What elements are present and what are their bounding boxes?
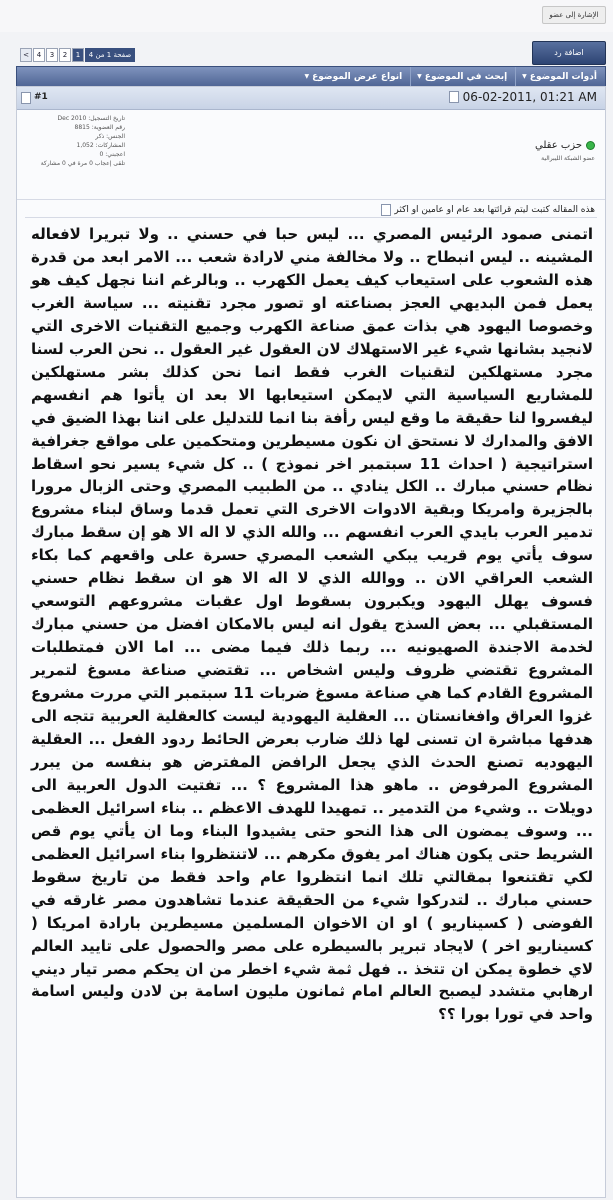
pagination <box>20 48 136 62</box>
post-title-text: هذه المقاله كتبت ليتم قرائتها بعد عام او عامين او اكثر <box>394 205 595 215</box>
search-thread-label: إبحث في الموضوع <box>424 72 508 82</box>
chevron-down-icon: ▼ <box>304 73 310 80</box>
reply-button[interactable]: اضافة رد <box>532 41 606 65</box>
post-number-text: #1 <box>34 92 48 102</box>
divider <box>17 199 605 200</box>
post-icon <box>449 91 459 103</box>
user-title: عضو الشبكة الليبرالية <box>541 155 595 162</box>
pager-page-4[interactable]: 4 <box>33 48 45 62</box>
search-thread-menu[interactable] <box>410 67 515 87</box>
chevron-down-icon: ▼ <box>417 73 422 80</box>
divider <box>25 217 597 218</box>
pager-page-3[interactable]: 3 <box>46 48 58 62</box>
post-header <box>17 87 605 110</box>
thread-toolbar <box>16 66 606 88</box>
post-date-text: 06-02-2011, 01:21 AM <box>462 90 597 104</box>
chevron-down-icon: ▼ <box>522 73 527 80</box>
user-gender: الجنس: ذكر <box>95 133 125 140</box>
post-link-icon <box>21 92 31 104</box>
thread-tools-menu[interactable] <box>515 67 605 87</box>
pager-label: صفحة 1 من 4 <box>85 48 135 62</box>
pager-page-current: 1 <box>72 48 84 62</box>
user-likes: اعجبني: 0 <box>99 151 125 158</box>
post <box>16 86 606 1198</box>
user-details <box>25 114 125 168</box>
post-title <box>381 204 595 216</box>
pager-page-2[interactable]: 2 <box>59 48 71 62</box>
report-button[interactable]: الإشارة إلى عضو <box>542 6 606 24</box>
user-liked-count: تلقى إعجاب 0 مرة في 0 مشاركة <box>40 160 125 167</box>
user-joindate: تاريخ التسجيل: Dec 2010 <box>57 115 125 122</box>
user-id: رقم العضوية: 8815 <box>74 124 125 131</box>
document-icon <box>381 204 391 216</box>
top-strip <box>0 0 613 32</box>
username-link[interactable] <box>535 140 595 151</box>
display-modes-label: انواع عرض الموضوع <box>312 72 403 82</box>
post-date <box>449 90 597 104</box>
post-number[interactable] <box>21 92 48 104</box>
post-body: اتمنى صمود الرئيس المصري ... ليس حبا في حسني .. ولا تبريرا لافعاله المشينه .. ليس انبطاح .. ولا مخالفة مني لارادة شعب ... الامر ابعد من قدرة هذه الشعوب على استيعاب كيف يعمل الكهرب .. وبالرغم اننا نجهل كيف هو يعمل فمن البديهي العجز بصناعته او تصور مجرد تقنيته ... سياسة الغرب وخصوصا اليهود هي بذات عمق صناعة الكهرب وجميع التقنيات الاخرى التي لانجيد بشانها شيء غير الاستهلاك لان العقول غير العقول .. نحن العرب لسنا مجرد مستهلكين لتقنيات الغرب فقط انما نحن كذلك بشر مستهلكين للمشاريع السياسية التي لايمكن استيعابها الا بعد ان يأتوا هم انفسهم ليفسروا لنا حقيقة ما وقع ليس رأفة بنا انما للتدليل على اننا بهذا الضيق في الافق والمدارك لا نستحق ان نكون مسيطرين ومتحكمين على مواقع جغرافية استراتيجية ( احداث 11 سبتمبر اخر نموذج ) .. كل شيء يسير نحو اسقاط نظام حسني مبارك .. الكل ينادي .. من الطبيب المصري وحتى الزبال مرورا بالجزيرة وامريكا وبقية الادوات الاخرى التي تعمل قدما وساق لبناء مشروع تدمير العرب بايدي العرب انفسهم ... والله الذي لا اله الا هو إن سقط مبارك سوف يأتي يوم قريب يبكي الشعب المصري حسرة على واقعهم كما بكاء الشعب العراقي الان .. ووالله الذي لا اله الا هو ان سقط نظام حسني فسوف يهلل اليهود ويكبرون بسقوط اول عقبات مشروعهم التوسعي المستقبلي ... بعض السذج يقول انه ليس بالامكان افضل من حسني مبارك لخدمة الاجندة الصهيونيه ... ربما ذلك فيما مضى ... اما الان فمتطلبات المشروع تقتضي ظروف وليس اشخاص ... تقتضي صناعة مسوغ لتمرير المشروع القادم كما هي صناعة مسوغ ضربات 11 سبتمبر التي مررت مشروع غزوا العراق وافغانستان ... العقلية اليهودية ليست كالعقلية العربية تتجه الى هدفها مباشرة ان تسنى لها ذلك ضارب بعرض الحائط ردود الفعل ... العقلية اليهوديه تصنع الحدث الذي يجعل الرافض المفترض هو بنفسه من يبرر المشروع المرفوض .. ماهو هذا المشروع ؟ ... تفتيت الدول العربية الى دويلات .. وشيء من التدمير .. تمهيدا للهدف الاعظم .. بناء اسرائيل العظمى ... وسوف يمضون الى هذا النحو حتى يشيدوا البناء وما ان يأتي يوم قص الشريط حتى يكون هناك امر يفوق مكرهم ... لاتنتظروا بناء اسرائيل العظمى لكي تقتنعوا بمقالتي تلك انما انتظروا عام واحد فقط من تاريخ سقوط حسني مبارك .. لتدركوا شيء من الحقيقة عندما تشاهدون مصر غارقه في الفوضى ( كسيناريو ) او ان الاخوان المسلمين مسيطرين بارادة امريكا ( كسيناريو اخر ) لايجاد تبرير بالسيطره على مصر والحصول على تاييد العالم لاي خطوة يمكن ان تتخذ .. فهل ثمة شيء اخطر من ان يحكم مصر تيار ديني ارهابي متشدد ليصبح العالم امام ثمانون مليون اسامة بن لادن وليس اسامة واحد في تورا بورا ؟؟ <box>31 225 594 1024</box>
thread-tools-label: أدوات الموضوع <box>529 72 597 82</box>
username-text: حزب عقلي <box>535 140 582 151</box>
display-modes-menu[interactable] <box>298 67 410 87</box>
pager-prev[interactable]: < <box>20 48 32 62</box>
user-posts: المشاركات: 1,052 <box>76 142 125 149</box>
online-status-icon <box>586 141 595 150</box>
